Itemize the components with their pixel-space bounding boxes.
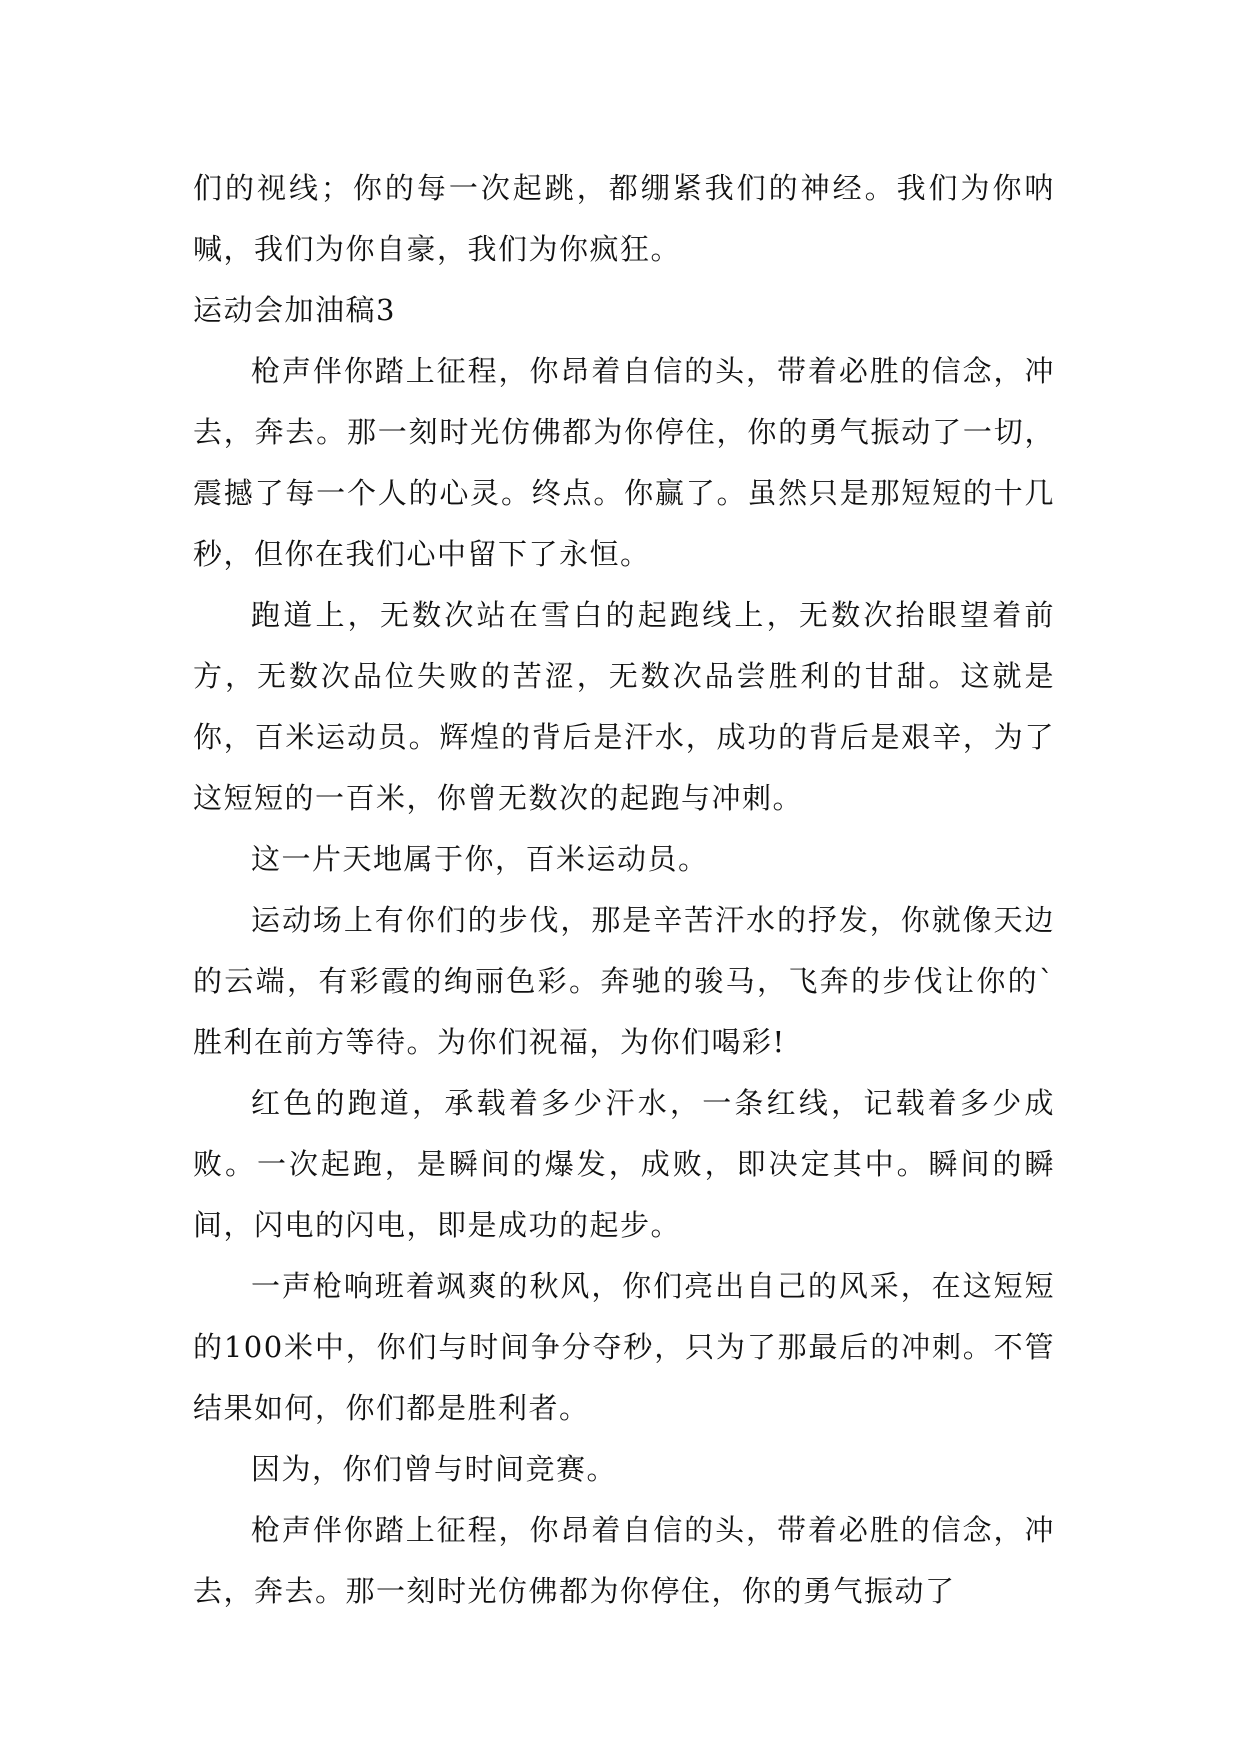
section-heading: 运动会加油稿3: [193, 293, 396, 327]
continued-paragraph: 们的视线；你的每一次起跳，都绷紧我们的神经。我们为你呐喊，我们为你自豪，我们为你疯狂。: [193, 171, 1055, 266]
paragraph: 这一片天地属于你，百米运动员。: [251, 842, 709, 876]
paragraph: 枪声伴你踏上征程，你昂着自信的头，带着必胜的信念，冲去，奔去。那一刻时光仿佛都为你停住，你的勇气振动了一切，震撼了每一个人的心灵。终点。你赢了。虽然只是那短短的十几秒，但你在我们心中留下了永恒。: [193, 354, 1055, 571]
paragraph: 运动场上有你们的步伐，那是辛苦汗水的抒发，你就像天边的云端，有彩霞的绚丽色彩。奔驰的骏马，飞奔的步伐让你的`胜利在前方等待。为你们祝福，为你们喝彩!: [193, 903, 1055, 1059]
paragraph: 枪声伴你踏上征程，你昂着自信的头，带着必胜的信念，冲去，奔去。那一刻时光仿佛都为你停住，你的勇气振动了: [193, 1513, 1055, 1608]
paragraph: 红色的跑道，承载着多少汗水，一条红线，记载着多少成败。一次起跑，是瞬间的爆发，成败，即决定其中。瞬间的瞬间，闪电的闪电，即是成功的起步。: [193, 1086, 1055, 1242]
paragraph: 一声枪响班着飒爽的秋风，你们亮出自己的风采，在这短短的100米中，你们与时间争分夺秒，只为了那最后的冲刺。不管结果如何，你们都是胜利者。: [193, 1269, 1055, 1425]
paragraph: 因为，你们曾与时间竞赛。: [251, 1452, 618, 1486]
document-page: [193, 158, 1055, 1622]
paragraph: 跑道上，无数次站在雪白的起跑线上，无数次抬眼望着前方，无数次品位失败的苦涩，无数次品尝胜利的甘甜。这就是你，百米运动员。辉煌的背后是汗水，成功的背后是艰辛，为了这短短的一百米，你曾无数次的起跑与冲刺。: [193, 598, 1055, 815]
